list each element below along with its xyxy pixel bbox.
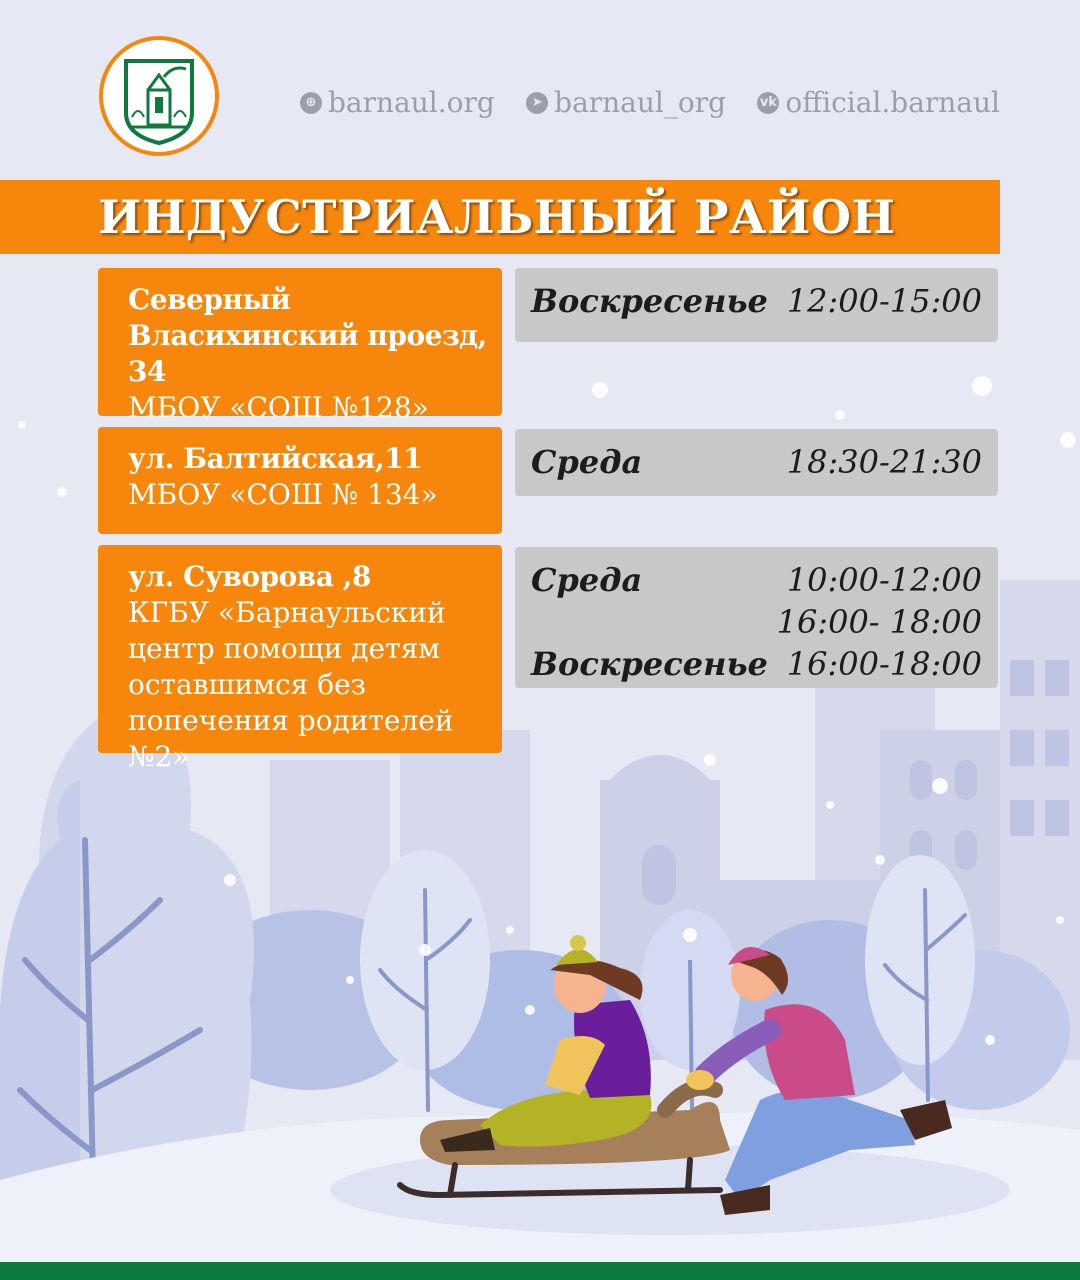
vk-icon: vk [757, 92, 779, 114]
schedule-time: 10:00-12:00 [786, 561, 982, 599]
social-link-vk[interactable] [757, 86, 1000, 119]
schedule-row [531, 280, 982, 322]
social-link-website[interactable] [300, 86, 495, 119]
location-organization: МБОУ «СОШ № 134» [128, 478, 438, 511]
social-links [300, 86, 1000, 119]
schedule-time: 16:00-18:00 [786, 645, 982, 683]
social-label: barnaul_org [554, 86, 727, 119]
schedule-row [531, 559, 982, 601]
schedule-time: 16:00- 18:00 [776, 603, 982, 641]
schedule-day: Среда [531, 561, 643, 599]
schedule-row [531, 441, 982, 483]
schedule-day: Среда [531, 443, 643, 481]
location-address-card [98, 427, 502, 534]
location-organization: КГБУ «Барнаульский центр помощи детям оставшимся без попечения родителей №2» [128, 596, 454, 773]
footer-bar [0, 1262, 1080, 1280]
social-label: barnaul.org [328, 86, 495, 119]
location-street: Северный Власихинский проезд, 34 [128, 283, 487, 388]
social-label: official.barnaul [785, 86, 1000, 119]
globe-icon: ⊕ [300, 92, 322, 114]
schedule-time: 18:30-21:30 [786, 443, 982, 481]
location-address-card [98, 545, 502, 773]
location-schedule-card [515, 429, 998, 496]
schedule-row [531, 643, 982, 685]
location-organization: МБОУ «СОШ №128» [128, 391, 429, 424]
district-title: ИНДУСТРИАЛЬНЫЙ РАЙОН [98, 190, 896, 244]
location-schedule-card [515, 547, 998, 688]
schedule-day: Воскресенье [531, 282, 768, 320]
schedule-time: 12:00-15:00 [786, 282, 982, 320]
schedule-row [531, 601, 982, 643]
telegram-icon: ➤ [526, 92, 548, 114]
location-address-card [98, 268, 502, 424]
location-schedule-card [515, 268, 998, 342]
location-street: ул. Суворова ,8 [128, 560, 371, 593]
location-street: ул. Балтийская,11 [128, 442, 423, 475]
social-link-telegram[interactable] [526, 86, 726, 119]
schedule-day: Воскресенье [531, 645, 768, 683]
barnaul-coat-of-arms-logo [98, 35, 220, 157]
